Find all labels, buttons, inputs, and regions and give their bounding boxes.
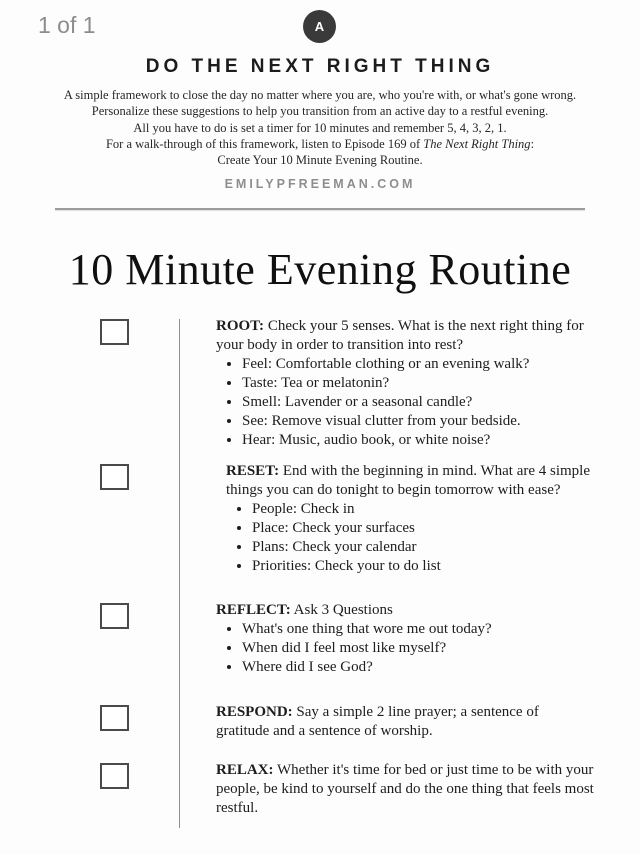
section-reset-text (216, 462, 594, 576)
section-reflect-label: REFLECT: (216, 602, 291, 619)
bullet-item: • See: Remove visual clutter from your bedside. (242, 412, 594, 431)
vertical-rule (179, 319, 180, 828)
section-respond-heading (216, 703, 594, 741)
website-url: EMILYPFREEMAN.COM (224, 177, 416, 192)
section-reset-bullets (226, 500, 594, 576)
routine-title: 10 Minute Evening Routine (68, 245, 572, 295)
checkbox-root[interactable] (100, 319, 129, 345)
intro-line-3-suffix: : (530, 136, 535, 151)
bullet-item: • Plans: Check your calendar (252, 538, 594, 557)
section-respond-label: RESPOND: (216, 704, 293, 721)
bullet-item: • Where did I see God? (242, 658, 594, 677)
intro-line-3 (50, 136, 590, 152)
section-relax-label: RELAX: (216, 762, 274, 779)
section-reflect-heading (216, 601, 594, 620)
intro-line-2: All you have to do is set a timer for 10 minutes and remember 5, 4, 3, 2, 1. (133, 120, 507, 135)
section-relax-text (216, 761, 594, 818)
section-root-text (216, 317, 594, 450)
checkbox-reset[interactable] (100, 464, 129, 490)
section-relax-heading (216, 761, 594, 818)
section-respond-text (216, 703, 594, 741)
section-reset-desc: End with the beginning in mind. What are 4 simple things you can do tonight to begin tomorrow with ease? (226, 463, 590, 499)
page-indicator: 1 of 1 (38, 12, 96, 38)
section-respond (0, 703, 640, 741)
section-root-heading (216, 317, 594, 355)
bullet-item: • People: Check in (252, 500, 594, 519)
intro-line-4: Create Your 10 Minute Evening Routine. (217, 153, 423, 168)
bullet-item: • What's one thing that wore me out today? (242, 620, 594, 639)
checkbox-respond[interactable] (100, 705, 129, 731)
bullet-item: • Smell: Lavender or a seasonal candle? (242, 393, 594, 412)
section-respond-desc: Say a simple 2 line prayer; a sentence of gratitude and a sentence of worship. (216, 704, 539, 740)
checkbox-relax[interactable] (100, 763, 129, 789)
section-reflect-bullets (216, 620, 594, 677)
section-root-desc: Check your 5 senses. What is the next right thing for your body in order to transition into rest? (216, 318, 584, 354)
section-reflect-desc: Ask 3 Questions (293, 602, 393, 619)
section-relax-desc: Whether it's time for bed or just time to be with your people, be kind to yourself and do the one thing that feels most restful. (216, 762, 594, 817)
routine-checklist (0, 317, 640, 830)
bullet-item: • Hear: Music, audio book, or white noise? (242, 431, 594, 450)
section-reflect (0, 601, 640, 677)
checkbox-reflect[interactable] (100, 603, 129, 629)
page-divider (55, 208, 585, 210)
bullet-item: • Priorities: Check your to do list (252, 557, 594, 576)
intro-paragraphs (50, 87, 590, 168)
section-reset (0, 462, 640, 576)
section-root-label: ROOT: (216, 318, 265, 335)
account-avatar-button[interactable] (303, 10, 336, 43)
section-root (0, 317, 640, 450)
section-reflect-text (216, 601, 594, 677)
section-relax (0, 761, 640, 818)
document-header-title: DO THE NEXT RIGHT THING (145, 56, 495, 77)
document-header (0, 56, 640, 191)
intro-line-1: A simple framework to close the day no matter where you are, who you're with, or what's gone wrong. Personalize these suggestions to help you transition from an active day to a restful evening. (63, 88, 577, 119)
section-reset-label: RESET: (226, 463, 280, 480)
intro-line-3-prefix: For a walk-through of this framework, listen to Episode 169 of (105, 136, 424, 151)
bullet-item: • Feel: Comfortable clothing or an evening walk? (242, 355, 594, 374)
bullet-item: • When did I feel most like myself? (242, 639, 594, 658)
bullet-item: • Taste: Tea or melatonin? (242, 374, 594, 393)
bullet-item: • Place: Check your surfaces (252, 519, 594, 538)
podcast-title: The Next Right Thing (423, 136, 531, 151)
section-reset-heading (226, 462, 594, 500)
viewer-top-bar (0, 0, 640, 52)
section-root-bullets (216, 355, 594, 450)
avatar-letter: A (314, 19, 325, 34)
